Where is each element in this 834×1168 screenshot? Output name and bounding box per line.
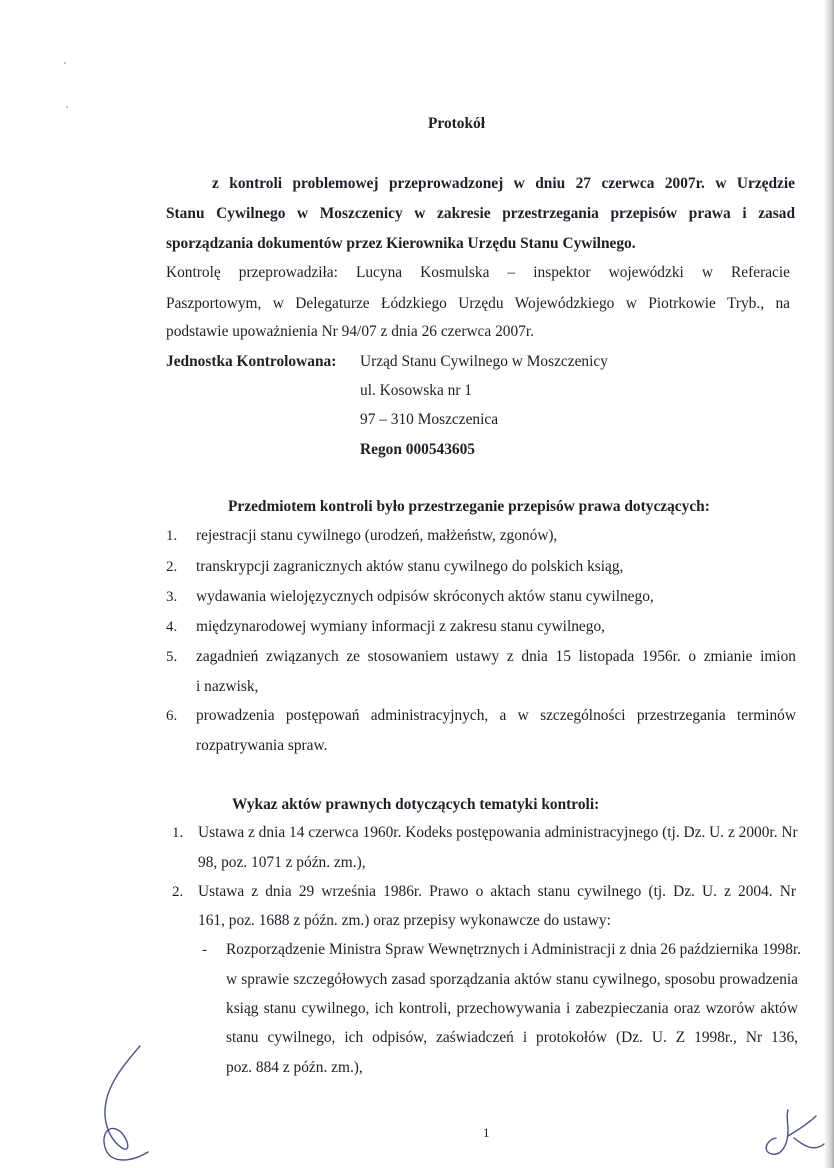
subject-heading: Przedmiotem kontroli było przestrzeganie przepisów prawa dotyczących: [228,498,710,515]
list-item-continuation: 161, poz. 1688 z późn. zm.) oraz przepisy wykonawcze do ustawy: [198,912,611,929]
list-item-continuation: 98, poz. 1071 z późn. zm.), [198,854,366,871]
list-number: 1. [166,528,178,544]
signature-mark-left [88,1040,168,1168]
list-item: zagadnień związanych ze stosowaniem ustawy z dnia 15 listopada 1956r. o zmianie imion [196,648,796,665]
intro-line: z kontroli problemowej przeprowadzonej w dniu 27 czerwca 2007r. w Urzędzie [212,175,795,192]
document-title: Protokół [428,115,486,132]
list-item: prowadzenia postępowań administracyjnych, a w szczególności przestrzegania terminów [196,707,796,724]
signature-mark-right [758,1100,830,1160]
intro-line: Stanu Cywilnego w Moszczenicy w zakresie przestrzegania przepisów prawa i zasad [166,205,795,222]
inspector-line: Kontrolę przeprowadziła: Lucyna Kosmulska – inspektor wojewódzki w Referacie [166,264,790,281]
list-number: 3. [166,589,178,605]
list-item: Ustawa z dnia 14 czerwca 1960r. Kodeks postępowania administracyjnego (tj. Dz. U. z 2000r. Nr [198,824,798,841]
list-item-continuation: rozpatrywania spraw. [196,737,328,754]
list-item: Ustawa z dnia 29 września 1986r. Prawo o aktach stanu cywilnego (tj. Dz. U. z 2004. Nr [198,883,796,900]
acts-heading: Wykaz aktów prawnych dotyczących tematyki kontroli: [232,796,600,813]
list-number: 2. [172,884,184,900]
sub-item-line: w sprawie szczegółowych zasad sporządzania aktów stanu cywilnego, sposobu prowadzenia [226,971,798,988]
scan-speck [66,106,68,108]
scan-speck [64,62,66,64]
inspector-line: Paszportowym, w Delegaturze Łódzkiego Urzędu Wojewódzkiego w Piotrkowie Tryb., na [166,295,790,312]
unit-street: ul. Kosowska nr 1 [360,382,473,399]
list-number: 5. [166,649,178,665]
inspector-line: podstawie upoważnienia Nr 94/07 z dnia 26 czerwca 2007r. [166,323,534,340]
unit-label: Jednostka Kontrolowana: [166,353,337,370]
list-item: wydawania wielojęzycznych odpisów skróconych aktów stanu cywilnego, [196,588,654,605]
list-item: rejestracji stanu cywilnego (urodzeń, małżeństw, zgonów), [196,527,558,544]
sub-item-line: poz. 884 z późn. zm.), [226,1059,363,1076]
list-number: 1. [172,825,184,841]
page-number: 1 [483,1125,490,1140]
scan-edge-shadow [824,0,834,1168]
list-number: 6. [166,708,178,724]
sub-item-line: Rozporządzenie Ministra Spraw Wewnętrznych i Administracji z dnia 26 października 1998r. [226,941,802,958]
sub-item-line: stanu cywilnego, ich odpisów, zaświadczeń i protokołów (Dz. U. Z 1998r., Nr 136, [226,1029,798,1046]
unit-regon: Regon 000543605 [360,441,476,458]
intro-line: sporządzania dokumentów przez Kierownika Urzędu Stanu Cywilnego. [166,235,636,252]
bullet-dash: - [202,942,207,958]
list-item-continuation: i nazwisk, [196,678,259,695]
unit-city: 97 – 310 Moszczenica [360,411,499,428]
unit-name: Urząd Stanu Cywilnego w Moszczenicy [360,353,608,370]
list-number: 4. [166,619,178,635]
list-number: 2. [166,559,178,575]
list-item: międzynarodowej wymiany informacji z zakresu stanu cywilnego, [196,618,606,635]
list-item: transkrypcji zagranicznych aktów stanu cywilnego do polskich ksiąg, [196,558,624,575]
sub-item-line: ksiąg stanu cywilnego, ich kontroli, przechowywania i zabezpieczania oraz wzorów aktów [226,1000,798,1017]
